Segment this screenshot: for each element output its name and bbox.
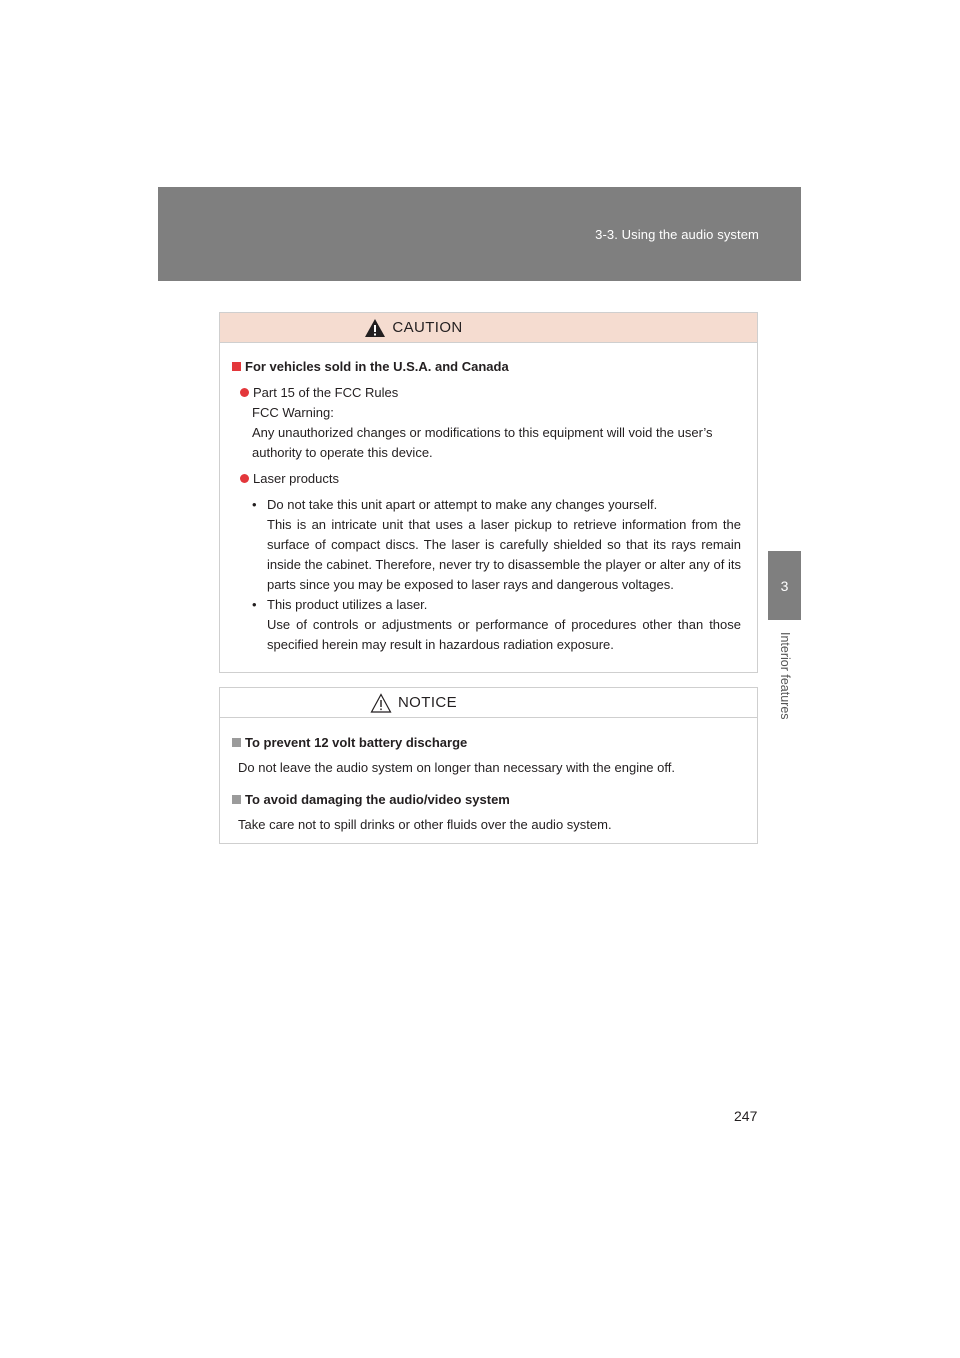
- notice-topic: [232, 790, 741, 810]
- notice-topic-title: To prevent 12 volt battery discharge: [245, 735, 468, 750]
- chapter-tab: [768, 551, 801, 620]
- square-bullet-icon: [232, 738, 241, 747]
- notice-header: [220, 688, 757, 718]
- round-bullet-icon: [240, 388, 249, 397]
- list-item-text: This is an intricate unit that uses a laser pickup to retrieve information from the surface of compact discs. The laser is carefully shielded so that its rays remain inside the cabinet. Therefore, never try to disassemble the player or alter any of its parts since you may be exposed to laser rays and dangerous voltages.: [267, 517, 741, 592]
- notice-heading: NOTICE: [397, 694, 458, 711]
- warning-triangle-outline-icon: [370, 693, 392, 713]
- square-bullet-icon: [232, 362, 241, 371]
- fcc-warning-text: Any unauthorized changes or modifications to this equipment will void the user’s authority to operate this device.: [252, 425, 713, 460]
- caution-header: [220, 313, 757, 343]
- notice-topic-body: Take care not to spill drinks or other fluids over the audio system.: [238, 817, 612, 832]
- caution-item: [232, 383, 741, 403]
- sub-bullet: •: [252, 497, 257, 512]
- list-item-lead: This product utilizes a laser.: [267, 597, 428, 612]
- caution-item-label: Laser products: [253, 471, 339, 486]
- list-item-lead: Do not take this unit apart or attempt to make any changes yourself.: [267, 497, 658, 512]
- notice-topic-body: Do not leave the audio system on longer than necessary with the engine off.: [238, 760, 675, 775]
- section-title: 3-3. Using the audio system: [595, 227, 759, 242]
- notice-box: [219, 687, 758, 844]
- list-item-text: Use of controls or adjustments or performance of procedures other than those specified herein may result in hazardous radiation exposure.: [267, 617, 741, 652]
- sub-bullet: •: [252, 597, 257, 612]
- fcc-warning-label: FCC Warning:: [252, 405, 334, 420]
- page-number: 247: [734, 1108, 758, 1124]
- caution-box: [219, 312, 758, 673]
- caution-item: [232, 469, 741, 489]
- caution-topic: [232, 357, 741, 377]
- caution-item-body: [232, 403, 741, 463]
- square-bullet-icon: [232, 795, 241, 804]
- caution-item-label: Part 15 of the FCC Rules: [253, 385, 399, 400]
- warning-triangle-filled-icon: [364, 318, 386, 338]
- notice-topic: [232, 733, 741, 753]
- list-item: [252, 495, 741, 595]
- chapter-label: Interior features: [778, 632, 792, 720]
- notice-content: [220, 718, 757, 835]
- caution-heading: CAUTION: [392, 319, 463, 336]
- laser-sub-list: [232, 495, 741, 655]
- caution-content: [220, 343, 757, 655]
- notice-topic-title: To avoid damaging the audio/video system: [245, 792, 510, 807]
- round-bullet-icon: [240, 474, 249, 483]
- list-item: [252, 595, 741, 655]
- header-bar: [158, 187, 801, 281]
- caution-topic-title: For vehicles sold in the U.S.A. and Canada: [245, 359, 509, 374]
- chapter-number: 3: [780, 577, 789, 594]
